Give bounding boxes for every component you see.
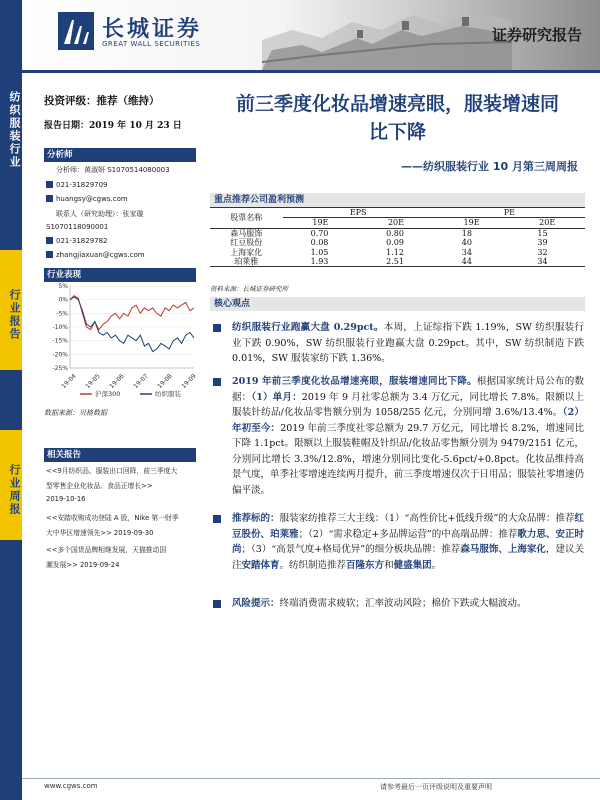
strip-spacer bbox=[0, 370, 22, 430]
bullet-square-icon bbox=[213, 378, 221, 386]
stock-name: 珀莱雅 bbox=[210, 257, 283, 267]
contact-phone: 021-31829782 bbox=[56, 237, 108, 245]
series-line bbox=[70, 297, 194, 352]
paragraph-text: ，建议关注 bbox=[232, 544, 584, 571]
footer-disclaimer-note: 请参考最后一页评级说明及重要声明 bbox=[380, 783, 492, 791]
pe-19e: 44 bbox=[434, 257, 510, 267]
eps-20e: 2.51 bbox=[358, 257, 434, 267]
paragraph-emphasis: 健盛集团 bbox=[393, 559, 432, 571]
analyst-line bbox=[46, 251, 145, 259]
x-tick-label: 19-05 bbox=[84, 372, 102, 390]
left-strip bbox=[0, 0, 22, 800]
analyst-line bbox=[46, 209, 144, 219]
col-group-eps: EPS bbox=[283, 208, 434, 218]
contact-email[interactable]: zhangjiaxuan@cgws.com bbox=[56, 251, 145, 259]
pe-19e: 34 bbox=[461, 247, 472, 257]
paragraph-text: 2019 年 9 月社零总额为 3.4 万亿元，同比增长 7.8%。限额以上服装针纺品/化妆品零售额分别为 1058/255 亿元，分别同增 3.6%/13.4%。 bbox=[232, 391, 584, 418]
paragraph-text: 和 bbox=[384, 559, 394, 571]
strip-weekly-label: 行业周报 bbox=[0, 430, 22, 540]
table-header-row bbox=[210, 208, 585, 218]
paragraph-text: 终端消费需求疲软；汇率波动风险；棉价下跌或大幅波动。 bbox=[279, 598, 527, 609]
col-year: 20E bbox=[358, 218, 434, 228]
y-tick-label: -5% bbox=[56, 310, 68, 318]
viewpoint-section-title: 核心观点 bbox=[210, 297, 585, 311]
pe-19e: 40 bbox=[461, 238, 472, 248]
legend-label: 沪深300 bbox=[95, 390, 121, 398]
forecast-source: 资料来源：长城证券研究所 bbox=[210, 285, 288, 293]
table-row bbox=[210, 228, 585, 238]
related-report-line[interactable]: 大中华区增速领先>> 2019-09-30 bbox=[46, 529, 154, 537]
paragraph-recommendation bbox=[232, 511, 584, 573]
paragraph-text: 根据国家统计局公布的数据： bbox=[232, 376, 584, 403]
report-title bbox=[210, 90, 585, 146]
paragraph-lead: 风险提示： bbox=[232, 598, 280, 609]
logo-english-name: GREAT WALL SECURITIES bbox=[102, 40, 201, 48]
report-title-line1: 前三季度化妆品增速亮眼，服装增速同 bbox=[235, 93, 559, 115]
trend-chart-source: 数据来源：贝格数据 bbox=[44, 409, 107, 417]
eps-20e: 0.09 bbox=[386, 238, 404, 248]
paragraph-emphasis: 森马服饰、上海家化 bbox=[460, 544, 546, 555]
series-line bbox=[70, 296, 194, 330]
header-divider bbox=[22, 70, 600, 73]
paragraph-text: 服装家纺推荐三大主线：（1）“高性价比+低线升级”的大众品牌：推荐 bbox=[279, 513, 575, 524]
pe-20e: 32 bbox=[537, 247, 548, 257]
contact-license: S1070118090001 bbox=[46, 223, 109, 231]
related-reports-title: 相关报告 bbox=[44, 448, 196, 462]
eps-19e: 0.08 bbox=[310, 238, 329, 248]
industry-trend-chart bbox=[44, 282, 198, 402]
paragraph-text: 本周，上证综指下跌 1.19%，SW 纺织服装行业下跌 0.90%，SW 纺织服装行业跑赢大盘 0.29pct。其中，SW 纺织制造下跌 0.01%，SW 服装家纺下跌 1.36%。 bbox=[232, 322, 584, 364]
table-row bbox=[210, 238, 585, 247]
paragraph-emphasis: （1）单月： bbox=[251, 391, 302, 403]
footer-divider bbox=[22, 778, 600, 779]
pe-20e: 39 bbox=[537, 238, 548, 248]
analyst-section-title: 分析师 bbox=[44, 148, 196, 162]
analyst-line bbox=[46, 223, 108, 231]
logo-chinese-name: 长城证券 bbox=[102, 17, 203, 42]
stock-name: 上海家化 bbox=[230, 247, 263, 257]
col-stock-name: 股票名称 bbox=[210, 208, 283, 229]
y-tick-label: -10% bbox=[52, 324, 68, 331]
strip-industry-label: 纺织服装行业 bbox=[0, 0, 22, 250]
phone-icon bbox=[46, 237, 53, 244]
paragraph-text: 2019 年前三季度社零总额为 29.7 万亿元，同比增长 8.2%，增速同比下降 1.1pct。限额以上服装鞋帽及针织品/化妆品零售额分别为 9479/2151 亿元，分别同比增长 3.3%/12.8%，增速分别同比变化-5.6pct/+0.8pct。化妆品维持高景气度，单季社零增速连续两月提升，前三季度增速仅次于日用品；服装社零增速仍偏平淡。 bbox=[232, 422, 584, 496]
y-tick-label: 0% bbox=[58, 296, 68, 304]
stock-name: 红豆股份 bbox=[230, 238, 263, 248]
bullet-square-icon bbox=[213, 324, 221, 332]
paragraph-retail bbox=[232, 374, 584, 498]
trend-section-title: 行业表现 bbox=[44, 268, 196, 282]
contact-name: 联系人（研究助理）：张家璇 bbox=[56, 210, 144, 218]
paragraph-emphasis: 红豆股份、珀莱雅 bbox=[232, 513, 584, 540]
report-date: 报告日期：2019 年 10 月 23 日 bbox=[44, 121, 182, 131]
eps-20e: 1.12 bbox=[386, 247, 404, 257]
paragraph-emphasis: （2）年初至今： bbox=[232, 407, 584, 434]
pe-19e: 18 bbox=[434, 228, 510, 238]
eps-19e: 1.05 bbox=[310, 247, 329, 257]
paragraph-risk bbox=[232, 596, 584, 612]
related-report-line[interactable]: 型零售企业化妆品、食品正增长>> bbox=[46, 482, 153, 490]
analyst-line-text: 分析师：黄淑妍 S1070514080003 bbox=[56, 166, 170, 174]
x-tick-label: 19-04 bbox=[60, 372, 78, 390]
y-tick-label: -25% bbox=[52, 365, 68, 372]
analyst-line bbox=[46, 195, 128, 203]
related-report-line[interactable]: <<安踏收购成功登陆 A 股，Nike 第一财季 bbox=[46, 514, 179, 522]
great-wall-image bbox=[262, 0, 512, 70]
paragraph-lead: 2019 年前三季度化妆品增速亮眼，服装增速同比下降。 bbox=[232, 376, 477, 387]
analyst-email[interactable]: huangsy@cgws.com bbox=[56, 195, 128, 203]
brand-logo bbox=[56, 10, 246, 55]
bullet-square-icon bbox=[213, 600, 221, 608]
forecast-section-title: 重点推荐公司盈利预测 bbox=[210, 193, 585, 207]
x-tick-label: 19-06 bbox=[108, 372, 126, 390]
related-report-line[interactable]: <<9月纺织品、服装出口回降，前三季度大 bbox=[46, 467, 178, 475]
logo-mark-icon bbox=[56, 10, 96, 52]
eps-19e: 1.93 bbox=[283, 257, 359, 267]
email-icon bbox=[46, 251, 53, 258]
phone-icon bbox=[46, 181, 53, 188]
analyst-line bbox=[46, 165, 170, 175]
earnings-forecast-table bbox=[210, 207, 585, 267]
report-type-label: 证券研究报告 bbox=[491, 26, 582, 44]
footer-website-link[interactable]: www.cgws.com bbox=[44, 782, 98, 790]
paragraph-text: 。纺织制造推荐 bbox=[279, 559, 347, 571]
analyst-phone: 021-31829709 bbox=[56, 181, 108, 189]
paragraph-emphasis: 百隆东方 bbox=[346, 559, 385, 571]
strip-report-label: 行业报告 bbox=[0, 250, 22, 370]
paragraph-text: 。 bbox=[431, 559, 442, 571]
paragraph-emphasis: 安踏体育 bbox=[241, 559, 280, 571]
y-tick-label: 5% bbox=[58, 283, 68, 290]
related-report-line[interactable]: 潮发展>> 2019-09-24 bbox=[46, 561, 120, 569]
legend-label: 纺织服装 bbox=[155, 390, 181, 398]
table-row bbox=[210, 248, 585, 257]
email-icon bbox=[46, 195, 53, 202]
paragraph-text: ；（3）“高景气度+格局优异”的细分板块品牌：推荐 bbox=[241, 544, 461, 555]
analyst-line bbox=[46, 181, 108, 189]
related-report-line[interactable]: <<多个国货品牌相继发展，天猫推动国 bbox=[46, 546, 167, 554]
paragraph-lead: 纺织服装行业跑赢大盘 0.29pct。 bbox=[232, 322, 384, 333]
paragraph-emphasis: 歌力思、安正时尚 bbox=[232, 528, 584, 555]
x-tick-label: 19-09 bbox=[180, 372, 198, 390]
col-year: 20E bbox=[509, 218, 585, 228]
pe-20e: 34 bbox=[509, 257, 585, 267]
col-year: 19E bbox=[283, 218, 359, 228]
related-report-date: 2019-10-16 bbox=[46, 495, 86, 503]
pe-20e: 15 bbox=[509, 228, 585, 238]
y-tick-label: -20% bbox=[52, 351, 68, 359]
analyst-line bbox=[46, 237, 108, 245]
paragraph-text: ；（2）“需求稳定+多品牌运营”的中高端品牌：推荐 bbox=[298, 528, 518, 540]
stock-name: 森马服饰 bbox=[210, 228, 283, 238]
report-title-line2: 比下降 bbox=[368, 121, 426, 143]
x-tick-label: 19-08 bbox=[156, 372, 174, 390]
report-subtitle: ——纺织服装行业 10 月第三周周报 bbox=[401, 160, 578, 173]
paragraph-market bbox=[232, 320, 584, 367]
eps-20e: 0.80 bbox=[358, 228, 434, 238]
strip-bottom bbox=[0, 540, 22, 800]
header bbox=[22, 0, 600, 70]
bullet-square-icon bbox=[213, 515, 221, 523]
investment-rating: 投资评级：推荐（维持） bbox=[44, 95, 160, 107]
col-group-pe: PE bbox=[434, 208, 585, 218]
table-row bbox=[210, 257, 585, 267]
y-tick-label: -15% bbox=[52, 337, 68, 345]
x-tick-label: 19-07 bbox=[132, 372, 150, 390]
eps-19e: 0.70 bbox=[283, 228, 359, 238]
col-year: 19E bbox=[434, 218, 510, 228]
paragraph-lead: 推荐标的： bbox=[232, 513, 280, 524]
